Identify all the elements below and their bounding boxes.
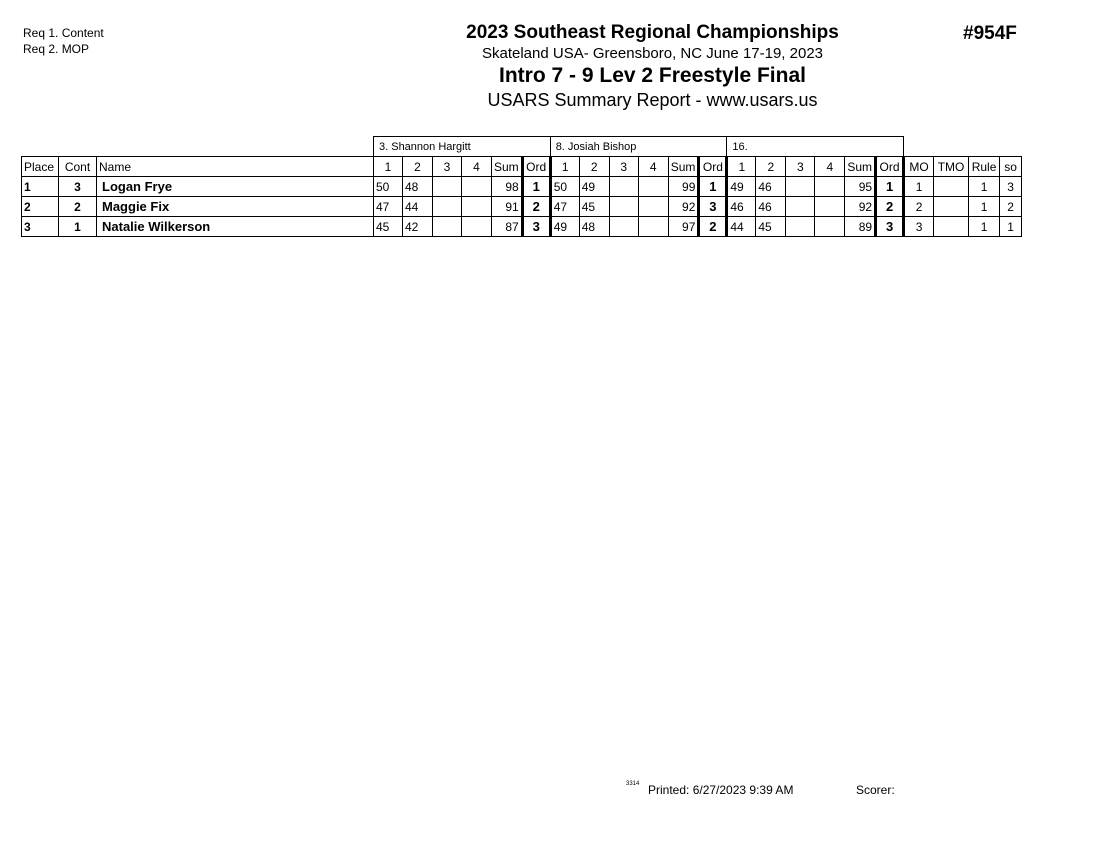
skater-name: Natalie Wilkerson [97,217,374,237]
sum-cell: 91 [492,197,523,217]
sum-cell: 87 [492,217,523,237]
score-cell [433,217,462,237]
score-cell [786,177,815,197]
col-mo: MO [904,157,934,177]
cont-cell: 3 [59,177,97,197]
mo-cell: 2 [904,197,934,217]
score-cell [462,197,492,217]
place-cell: 1 [22,177,59,197]
so-cell: 2 [1000,197,1022,217]
score-cell [638,177,668,197]
score-cell: 49 [579,177,609,197]
cont-cell: 2 [59,197,97,217]
sum-cell: 92 [668,197,699,217]
col-name: Name [97,157,374,177]
score-cell: 46 [756,177,786,197]
judge-2-name: 8. Josiah Bishop [550,137,727,157]
score-cell [433,197,462,217]
score-cell: 48 [403,177,433,197]
table-row [22,197,1022,217]
ord-cell: 1 [522,177,550,197]
score-cell: 45 [374,217,403,237]
competition-title: 2023 Southeast Regional Championships [466,22,839,43]
rule-cell: 1 [969,217,1000,237]
judge-header-row [22,137,1022,157]
score-cell [638,197,668,217]
scorer-label: Scorer: [856,783,895,797]
col-j1-score4: 4 [462,157,492,177]
rule-cell: 1 [969,177,1000,197]
score-cell: 50 [374,177,403,197]
score-cell: 49 [727,177,756,197]
printed-timestamp: Printed: 6/27/2023 9:39 AM [648,783,794,797]
so-cell: 1 [1000,217,1022,237]
col-j3-score1: 1 [727,157,756,177]
col-j1-score2: 2 [403,157,433,177]
skater-name: Maggie Fix [97,197,374,217]
place-cell: 2 [22,197,59,217]
sum-cell: 99 [668,177,699,197]
col-j2-ord: Ord [699,157,727,177]
score-cell [433,177,462,197]
event-title: Intro 7 - 9 Lev 2 Freestyle Final [499,64,806,87]
event-number: #954F [963,23,1017,44]
col-j3-score3: 3 [786,157,815,177]
score-cell [609,197,638,217]
ord-cell: 2 [699,217,727,237]
score-cell [462,217,492,237]
score-cell: 44 [403,197,433,217]
ord-cell: 2 [876,197,904,217]
col-rule: Rule [969,157,1000,177]
col-j2-score1: 1 [550,157,579,177]
summary-table [21,136,1022,237]
col-place: Place [22,157,59,177]
venue-and-dates: Skateland USA- Greensboro, NC June 17-19, 2023 [481,45,824,62]
score-cell [462,177,492,197]
score-cell [786,197,815,217]
ord-cell: 3 [522,217,550,237]
score-cell [609,177,638,197]
sum-cell: 89 [845,217,876,237]
score-cell: 45 [579,197,609,217]
col-j3-sum: Sum [845,157,876,177]
judge-3-name: 16. [727,137,904,157]
place-cell: 3 [22,217,59,237]
mo-cell: 1 [904,177,934,197]
tmo-cell [934,197,969,217]
col-j2-score3: 3 [609,157,638,177]
sum-cell: 98 [492,177,523,197]
tmo-cell [934,217,969,237]
rule-cell: 1 [969,197,1000,217]
col-j2-sum: Sum [668,157,699,177]
cont-cell: 1 [59,217,97,237]
score-cell: 46 [727,197,756,217]
sum-cell: 95 [845,177,876,197]
col-j1-ord: Ord [522,157,550,177]
col-cont: Cont [59,157,97,177]
table-row [22,217,1022,237]
requirement-2: Req 2. MOP [23,42,90,56]
score-cell: 42 [403,217,433,237]
ord-cell: 1 [876,177,904,197]
score-cell: 44 [727,217,756,237]
score-cell [815,197,845,217]
sum-cell: 92 [845,197,876,217]
col-j2-score2: 2 [579,157,609,177]
mo-cell: 3 [904,217,934,237]
col-j3-ord: Ord [876,157,904,177]
judge-1-name: 3. Shannon Hargitt [374,137,551,157]
table-row [22,177,1022,197]
col-j1-score1: 1 [374,157,403,177]
col-j1-sum: Sum [492,157,523,177]
tmo-cell [934,177,969,197]
score-cell [815,177,845,197]
col-j1-score3: 3 [433,157,462,177]
footer-code: 3314 [626,781,640,787]
score-cell: 49 [550,217,579,237]
col-j3-score2: 2 [756,157,786,177]
score-cell: 47 [550,197,579,217]
col-tmo: TMO [934,157,969,177]
score-cell: 45 [756,217,786,237]
score-cell [638,217,668,237]
skater-name: Logan Frye [97,177,374,197]
ord-cell: 3 [876,217,904,237]
score-cell [786,217,815,237]
ord-cell: 2 [522,197,550,217]
sum-cell: 97 [668,217,699,237]
score-cell [609,217,638,237]
so-cell: 3 [1000,177,1022,197]
score-cell: 50 [550,177,579,197]
requirement-1: Req 1. Content [23,26,104,40]
ord-cell: 1 [699,177,727,197]
col-j3-score4: 4 [815,157,845,177]
score-cell: 46 [756,197,786,217]
report-title: USARS Summary Report - www.usars.us [487,90,818,110]
col-so: so [1000,157,1022,177]
score-cell [815,217,845,237]
col-j2-score4: 4 [638,157,668,177]
score-cell: 48 [579,217,609,237]
ord-cell: 3 [699,197,727,217]
column-header-row [22,157,1022,177]
score-cell: 47 [374,197,403,217]
